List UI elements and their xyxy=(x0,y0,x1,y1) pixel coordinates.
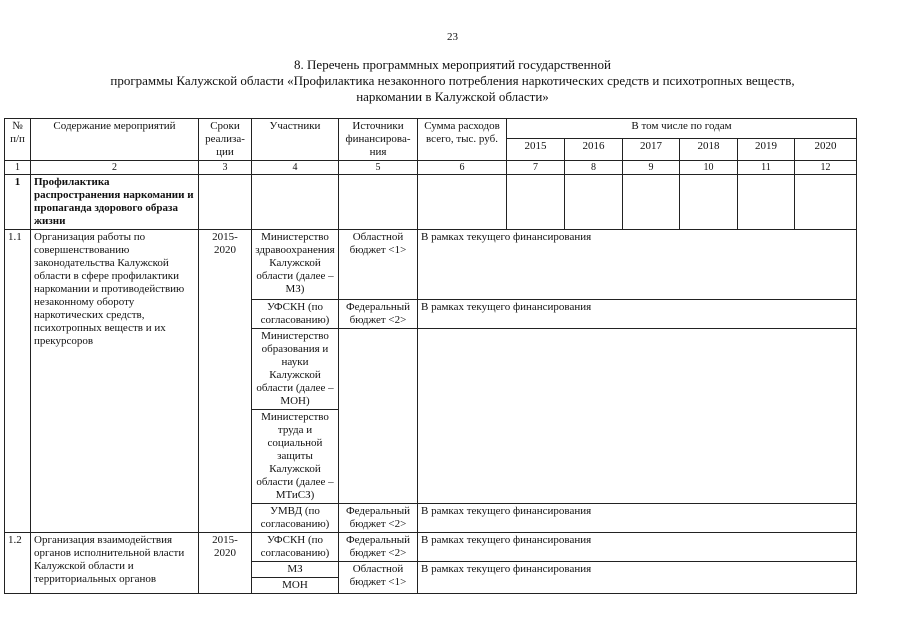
column-number: 1 xyxy=(5,161,31,175)
participant-cell: Министерство труда и социальной защиты Калужской области (далее – МТиСЗ) xyxy=(252,410,339,504)
financing-note: В рамках текущего финансирования xyxy=(418,533,857,562)
header-participants: Участники xyxy=(252,119,339,161)
column-number: 3 xyxy=(199,161,252,175)
document-title xyxy=(0,57,905,105)
item-content: Организация взаимодействия органов исполнительной власти Калужской области и территориальных органов xyxy=(31,533,199,594)
financing-note: В рамках текущего финансирования xyxy=(418,230,857,300)
column-number-row xyxy=(5,161,857,175)
header-year: 2020 xyxy=(795,139,857,161)
item-terms: 2015-2020 xyxy=(199,533,252,594)
column-number: 12 xyxy=(795,161,857,175)
header-year: 2018 xyxy=(680,139,738,161)
title-line-2: программы Калужской области «Профилактика незаконного потребления наркотических средств и психотропных веществ, xyxy=(110,73,795,88)
participant-cell: МЗ xyxy=(252,562,339,578)
source-cell: Федеральный бюджет <2> xyxy=(339,504,418,533)
header-year: 2017 xyxy=(623,139,680,161)
table-row xyxy=(5,230,857,300)
header-year: 2019 xyxy=(738,139,795,161)
participant-cell: УФСКН (по согласованию) xyxy=(252,533,339,562)
title-line-3: наркомании в Калужской области» xyxy=(356,89,549,104)
empty-cell xyxy=(623,175,680,230)
header-year: 2015 xyxy=(507,139,565,161)
header-sum: Сумма расходов всего, тыс. руб. xyxy=(418,119,507,161)
empty-cell xyxy=(680,175,738,230)
header-terms: Сроки реализа-ции xyxy=(199,119,252,161)
header-num: № п/п xyxy=(5,119,31,161)
participant-cell: Министерство здравоохранения Калужской области (далее – МЗ) xyxy=(252,230,339,300)
participant-cell: Министерство образования и науки Калужской области (далее – МОН) xyxy=(252,329,339,410)
participant-cell: УМВД (по согласованию) xyxy=(252,504,339,533)
source-cell: Федеральный бюджет <2> xyxy=(339,300,418,329)
column-number: 6 xyxy=(418,161,507,175)
financing-note: В рамках текущего финансирования xyxy=(418,562,857,594)
column-number: 9 xyxy=(623,161,680,175)
empty-cell xyxy=(738,175,795,230)
empty-cell xyxy=(795,175,857,230)
header-year: 2016 xyxy=(565,139,623,161)
section-row xyxy=(5,175,857,230)
empty-cell xyxy=(507,175,565,230)
section-title: Профилактика распространения наркомании и пропаганда здорового образа жизни xyxy=(31,175,199,230)
column-number: 8 xyxy=(565,161,623,175)
empty-cell xyxy=(565,175,623,230)
page-number: 23 xyxy=(447,31,458,43)
item-num: 1.1 xyxy=(5,230,31,533)
table-row xyxy=(5,533,857,562)
title-line-1: 8. Перечень программных мероприятий государственной xyxy=(294,57,611,72)
column-number: 4 xyxy=(252,161,339,175)
financing-note: В рамках текущего финансирования xyxy=(418,504,857,533)
header-by-years: В том числе по годам xyxy=(507,119,857,139)
column-number: 10 xyxy=(680,161,738,175)
column-number: 5 xyxy=(339,161,418,175)
column-number: 7 xyxy=(507,161,565,175)
item-terms: 2015-2020 xyxy=(199,230,252,533)
source-cell: Областной бюджет <1> xyxy=(339,230,418,300)
section-num: 1 xyxy=(5,175,31,230)
empty-cell xyxy=(418,175,507,230)
participant-cell: МОН xyxy=(252,578,339,594)
source-cell xyxy=(339,329,418,504)
empty-cell xyxy=(252,175,339,230)
header-sources: Источники финансирова-ния xyxy=(339,119,418,161)
empty-cell xyxy=(199,175,252,230)
source-cell: Федеральный бюджет <2> xyxy=(339,533,418,562)
header-row-1 xyxy=(5,119,857,139)
item-num: 1.2 xyxy=(5,533,31,594)
source-cell: Областной бюджет <1> xyxy=(339,562,418,594)
program-activities-table xyxy=(4,118,857,594)
empty-cell xyxy=(339,175,418,230)
column-number: 11 xyxy=(738,161,795,175)
column-number: 2 xyxy=(31,161,199,175)
participant-cell: УФСКН (по согласованию) xyxy=(252,300,339,329)
header-content: Содержание мероприятий xyxy=(31,119,199,161)
financing-note xyxy=(418,329,857,504)
financing-note: В рамках текущего финансирования xyxy=(418,300,857,329)
item-content: Организация работы по совершенствованию законодательства Калужской области в сфере профилактики наркомании и противодействию незаконному обороту наркотических средств, психотропных веществ и их прекурсоров xyxy=(31,230,199,533)
